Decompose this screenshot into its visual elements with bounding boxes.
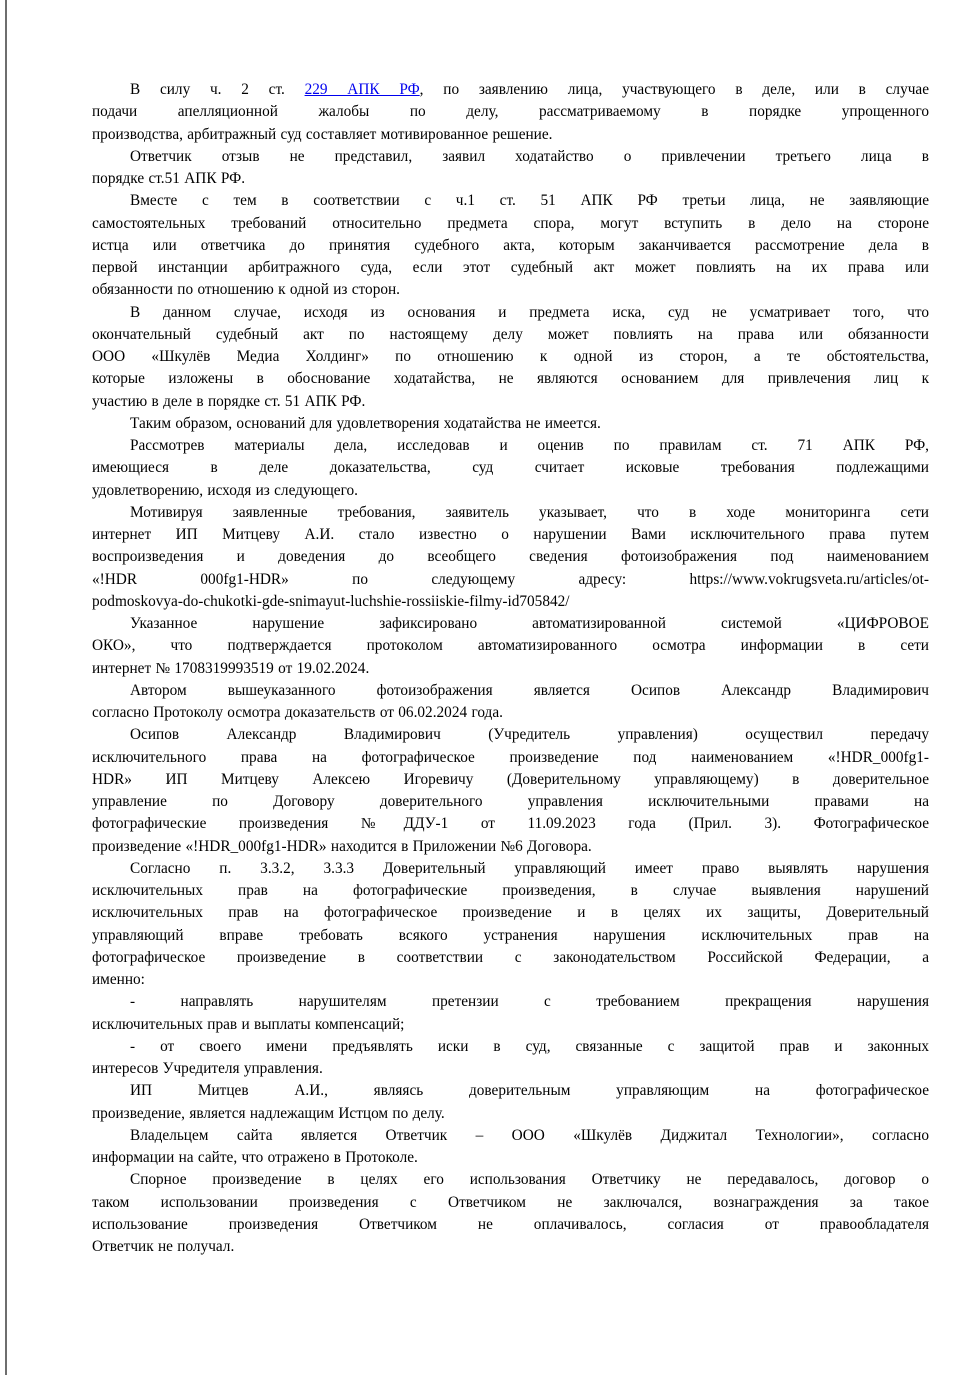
text-line: фотографическое произведение в соответствии с законодательством Российской Федерации, а: [92, 948, 929, 966]
paragraph: [92, 502, 929, 613]
paragraph: [92, 1169, 929, 1258]
text-line: podmoskovya-do-chukotki-gde-snimayut-luchshie-rossiiskie-filmy-id705842/: [92, 592, 570, 610]
text-line: фотографические произведения №ДДУ-1 от 11.09.2023 года (Прил. 3). Фотографическое: [92, 815, 929, 833]
text-line: В данном случае, исходя из основания и предмета иска, суд не усматривает того, что: [130, 303, 929, 321]
paragraph: [92, 1036, 929, 1081]
paragraph: [92, 724, 929, 858]
text-line: Ответчик отзыв не представил, заявил ходатайство о привлечении третьего лица в: [130, 147, 929, 165]
paragraph: [92, 991, 929, 1036]
text-line: Вместе с тем в соответствии с ч.1 ст. 51 АПК РФ третьи лица, не заявляющие: [130, 192, 929, 210]
text-line: исключительных прав на фотографические произведения, в случае выявления нарушений: [92, 882, 929, 899]
text-line: информации на сайте, что отражено в Протоколе.: [92, 1149, 418, 1166]
text-line: ООО «Шкулёв Медиа Холдинг» по отношению к одной из сторон, а те обстоятельства,: [92, 348, 929, 365]
text-line: исключительных прав и выплаты компенсаций;: [92, 1015, 405, 1033]
text-line: Автором вышеуказанного фотоизображения является Осипов Александр Владимирович: [130, 681, 929, 699]
text-line: Рассмотрев материалы дела, исследовав и оценив по правилам ст. 71 АПК РФ,: [130, 437, 929, 454]
text-line: «!HDR 000fg1-HDR» по следующему адресу: https://www.vokrugsveta.ru/articles/ot-: [92, 570, 929, 588]
text-line: интернет № 1708319993519 от 19.02.2024.: [92, 659, 370, 677]
paragraph: [92, 79, 929, 146]
text-line: обязанности по отношению к одной из сторон.: [92, 281, 400, 299]
text-line: Ответчик не получал.: [92, 1238, 235, 1255]
page-edge-line: [5, 0, 7, 1375]
paragraph: [92, 413, 929, 435]
text-line: Таким образом, оснований для удовлетворения ходатайства не имеется.: [130, 414, 601, 432]
text-line: исключительного права на фотографическое произведение под наименованием «!HDR_000fg1-: [92, 748, 929, 766]
text-line: первой инстанции арбитражного суда, если этот судебный акт может повлиять на их права или: [92, 259, 929, 276]
text-line: удовлетворению, исходя из следующего.: [92, 481, 358, 499]
text-line: использование произведения Ответчиком не оплачивалось, согласия от правообладателя: [92, 1215, 929, 1233]
paragraph: [92, 190, 929, 301]
text-line: HDR» ИП Митцеву Алексею Игоревичу (Доверительному управляющему) в доверительное: [92, 770, 929, 788]
text-segment: , по заявлению лица, участвующего в деле, или в случае: [419, 81, 929, 98]
court-decision-text: [92, 79, 929, 1258]
text-line: - от своего имени предъявлять иски в суд, связанные с защитой прав и законных: [130, 1037, 929, 1055]
text-line: произведение «!HDR_000fg1-HDR» находится в Приложении №6 Договора.: [92, 837, 592, 855]
text-line: Указанное нарушение зафиксировано автоматизированной системой «ЦИФРОВОЕ: [130, 615, 929, 632]
text-segment: В силу ч. 2 ст.: [130, 81, 305, 98]
text-line: окончательный судебный акт по настоящему делу может повлиять на права или обязанности: [92, 325, 929, 343]
text-line: ИП Митцев А.И., являясь доверительным управляющим на фотографическое: [130, 1082, 929, 1100]
text-line: порядке ст.51 АПК РФ.: [92, 170, 246, 187]
text-line: участию в деле в порядке ст. 51 АПК РФ.: [92, 392, 366, 410]
text-line: Осипов Александр Владимирович (Учредитель управления) осуществил передачу: [130, 726, 929, 744]
text-line: интересов Учредителя управления.: [92, 1060, 323, 1077]
paragraph: [92, 858, 929, 992]
text-line: управляющий вправе требовать всякого устранения нарушения исключительных прав на: [92, 926, 929, 944]
text-line: производства, арбитражный суд составляет мотивированное решение.: [92, 125, 553, 143]
text-line: именно:: [92, 971, 145, 988]
paragraph: [92, 302, 929, 413]
text-line: Владельцем сайта является Ответчик – ООО «Шкулёв Диджитал Технологии», согласно: [130, 1126, 929, 1144]
text-line: произведение, является надлежащим Истцом по делу.: [92, 1104, 445, 1122]
text-line: подачи апелляционной жалобы по делу, рассматриваемому в порядке упрощенного: [92, 103, 929, 121]
text-line: которые изложены в обоснование ходатайства, не являются основанием для привлечения лиц к: [92, 370, 929, 388]
paragraph: [92, 146, 929, 191]
paragraph: [92, 1080, 929, 1125]
text-line: интернет ИП Митцеву А.И. стало известно о нарушении Вами исключительного права путем: [92, 526, 929, 543]
paragraph: [92, 680, 929, 725]
text-line: таком использовании произведения с Ответчиком не заключался, вознаграждения за такое: [92, 1193, 929, 1211]
text-line: согласно Протоколу осмотра доказательств от 06.02.2024 года.: [92, 704, 503, 721]
text-line: воспроизведения и доведения до всеобщего сведения фотоизображения под наименованием: [92, 548, 929, 566]
text-line: исключительных прав на фотографическое произведение и в целях их защиты, Доверительный: [92, 904, 929, 922]
text-line: - направлять нарушителям претензии с требованием прекращения нарушения: [130, 993, 929, 1011]
apk-rf-article-229-link[interactable]: 229 АПК РФ: [304, 81, 420, 98]
paragraph: [92, 435, 929, 502]
paragraph: [92, 1125, 929, 1170]
text-line: Спорное произведение в целях его использования Ответчику не передавалось, договор о: [130, 1171, 929, 1189]
paragraph: [92, 613, 929, 680]
text-line: ОКО», что подтверждается протоколом автоматизированного осмотра информации в сети: [92, 637, 929, 655]
text-line: истца или ответчика до принятия судебного акта, которым заканчивается рассмотрение дела в: [92, 236, 929, 254]
text-line: управление по Договору доверительного управления исключительными правами на: [92, 793, 929, 810]
text-line: Согласно п. 3.3.2, 3.3.3 Доверительный управляющий имеет право выявлять нарушения: [130, 859, 929, 877]
text-line: имеющиеся в деле доказательства, суд считает исковые требования подлежащими: [92, 459, 929, 477]
text-line: Мотивируя заявленные требования, заявитель указывает, что в ходе мониторинга сети: [130, 503, 929, 521]
text-line: [92, 79, 929, 101]
text-line: самостоятельных требований относительно предмета спора, могут вступить в дело на стороне: [92, 214, 929, 232]
